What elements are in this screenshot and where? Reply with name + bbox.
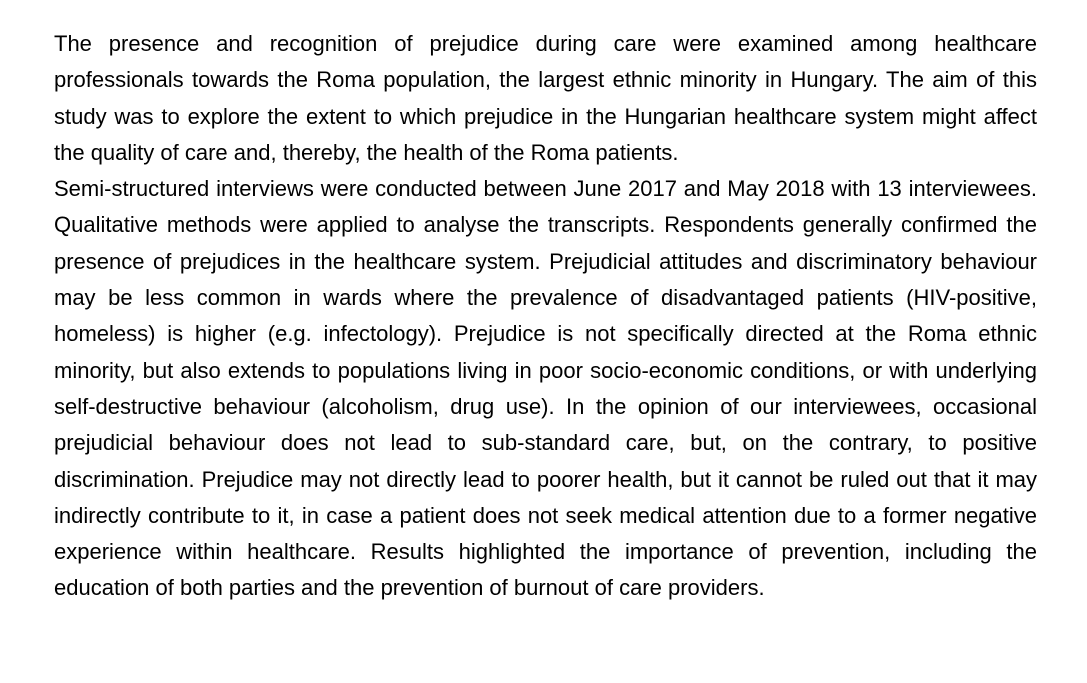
paragraph-intro: The presence and recognition of prejudice during care were examined among healthcare professionals towards the Roma population, the largest ethnic minority in Hungary. The aim of this study was to explore the extent to which prejudice in the Hungarian healthcare system might affect the quality of care and, thereby, the health of the Roma patients.: [54, 31, 1037, 165]
document-body: [54, 26, 1037, 607]
paragraph-results: Semi-structured interviews were conducted between June 2017 and May 2018 with 13 interviewees. Qualitative methods were applied to analyse the transcripts. Respondents generally confirmed the presence of prejudices in the healthcare system. Prejudicial attitudes and discriminatory behaviour may be less common in wards where the prevalence of disadvantaged patients (HIV-positive, homeless) is higher (e.g. infectology). Prejudice is not specifically directed at the Roma ethnic minority, but also extends to populations living in poor socio-economic conditions, or with underlying self-destructive behaviour (alcoholism, drug use). In the opinion of our interviewees, occasional prejudicial behaviour does not lead to sub-standard care, but, on the contrary, to positive discrimination. Prejudice may not directly lead to poorer health, but it cannot be ruled out that it may indirectly contribute to it, in case a patient does not seek medical attention due to a former negative experience within healthcare. Results highlighted the importance of prevention, including the education of both parties and the prevention of burnout of care providers.: [54, 176, 1037, 601]
